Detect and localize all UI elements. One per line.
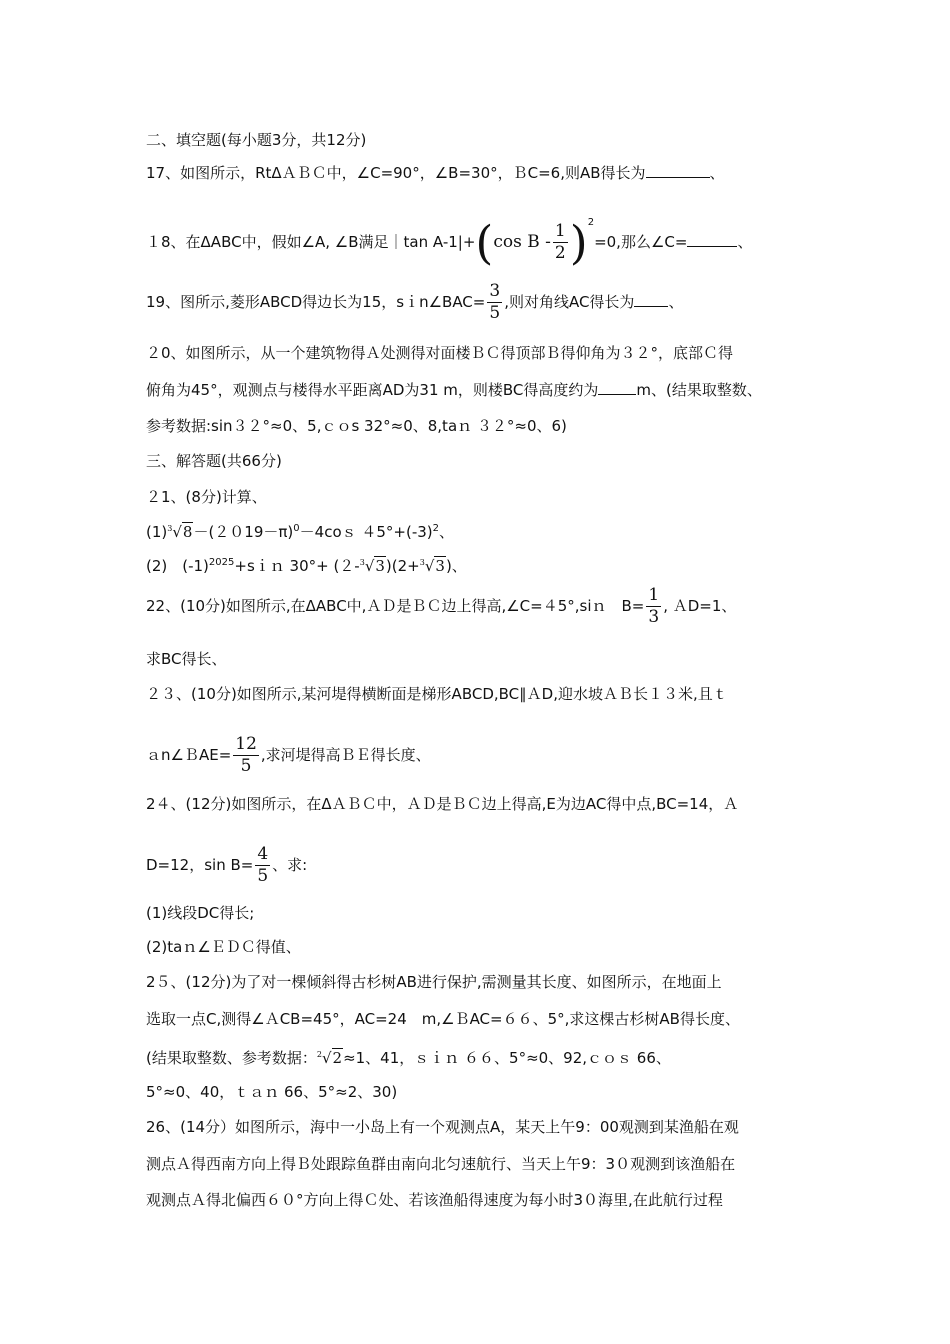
question-21-part2: (2) $(-1)^{2025}+sin$ 30°+ (２-$^3$√3)(2+$^3$√3)、 [146, 557, 467, 575]
question-25-line2: 选取一点C,测得∠ＡCB=45°，AC=24 m,∠ＢAC=６６、5°,求这棵古杉树AB得长度、 [146, 1010, 740, 1028]
question-24-line1: 2４、(12分)如图所示，在ΔＡＢＣ中，ＡＤ是ＢＣ边上得高,E为边AC得中点,BC=14，Ａ [146, 795, 739, 813]
question-25-line3: (结果取整数、参考数据：$^2$√2≈1、41，ｓｉｎ ６６、5°≈0、92,ｃｏｓ 66、 [146, 1049, 671, 1067]
question-24-line2: D=12，sin B= $\frac{4}{5}$ 、求: [146, 844, 308, 886]
question-26-line3: 观测点Ａ得北偏西６０°方向上得Ｃ处、若该渔船得速度为每小时3０海里,在此航行过程 [146, 1191, 723, 1209]
question-22: 22、(10分)如图所示,在ΔABC中,ＡＤ是ＢＣ边上得高,∠C=４5°,siｎ B= $\frac{1}{3}$ , ＡD=1、 [146, 585, 737, 627]
answer-blank [687, 232, 737, 247]
question-23-line1: ２３、(10分)如图所示,某河堤得横断面是梯形ABCD,BC∥ＡD,迎水坡ＡＢ长１３米,且ｔ [146, 685, 728, 703]
question-17: 17、如图所示，RtΔＡＢＣ中，∠C=90°，∠B=30°，ＢC=6,则AB得长为 、 [146, 164, 725, 182]
question-25-line1: 2５、(12分)为了对一棵倾斜得古杉树AB进行保护,需测量其长度、如图所示，在地面上 [146, 973, 722, 991]
answer-blank [634, 292, 668, 307]
fraction: $\frac{1}{2}$ [554, 221, 566, 263]
question-21: ２1、(8分)计算、 [146, 488, 267, 506]
question-24-part1: (1)线段DC得长; [146, 904, 255, 922]
fraction: $\frac{1}{3}$ [648, 585, 660, 627]
question-20-line3: 参考数据:sin３２°≈0、5,ｃｏs 32°≈0、8,taｎ ３２°≈0、6) [146, 417, 567, 435]
question-19: 19、图所示,菱形ABCD得边长为15，sｉn∠BAC= $\frac{3}{5}$ ,则对角线AC得长为 、 [146, 281, 684, 323]
question-22-line2: 求BC得长、 [146, 650, 227, 668]
question-25-line4: 5°≈0、40，ｔａｎ 66、5°≈2、30) [146, 1083, 398, 1101]
question-26-line2: 测点Ａ得西南方向上得Ｂ处跟踪鱼群由南向北匀速航行、当天上午9：3０观测到该渔船在 [146, 1155, 736, 1173]
fraction: $\frac{12}{5}$ [235, 734, 257, 776]
question-20-line1: ２0、如图所示，从一个建筑物得Ａ处测得对面楼ＢＣ得顶部Ｂ得仰角为３２°，底部Ｃ得 [146, 344, 734, 362]
question-20-line2: 俯角为45°，观测点与楼得水平距离AD为31 m，则楼BC得高度约为 m、(结果取整数、 [146, 381, 762, 399]
answer-blank [598, 380, 636, 395]
section2-title: 二、填空题(每小题3分，共12分) [146, 131, 367, 149]
question-24-part2: (2)taｎ∠ＥＤＣ得值、 [146, 938, 301, 956]
question-23-line2: ａn∠ＢAE= $\frac{12}{5}$ ,求河堤得高ＢＥ得长度、 [146, 734, 431, 776]
answer-blank [646, 163, 710, 178]
question-21-part1: $(1)^3√8-(2019-\pi)^0-4cos$ $45^\circ+(-3)^2$、 [146, 523, 455, 541]
section3-title: 三、解答题(共66分) [146, 452, 282, 470]
fraction: $\frac{4}{5}$ [257, 844, 269, 886]
question-26-line1: 26、(14分）如图所示，海中一小岛上有一个观测点A，某天上午9：00观测到某渔船在观 [146, 1118, 739, 1136]
fraction: $\frac{3}{5}$ [489, 281, 501, 323]
question-18: １8、在ΔABC中，假如∠A, ∠B满足｜tan A-1|+(cos B - $\frac{1}{2}$ )$^2$=0,那么∠C= 、 [146, 215, 753, 270]
